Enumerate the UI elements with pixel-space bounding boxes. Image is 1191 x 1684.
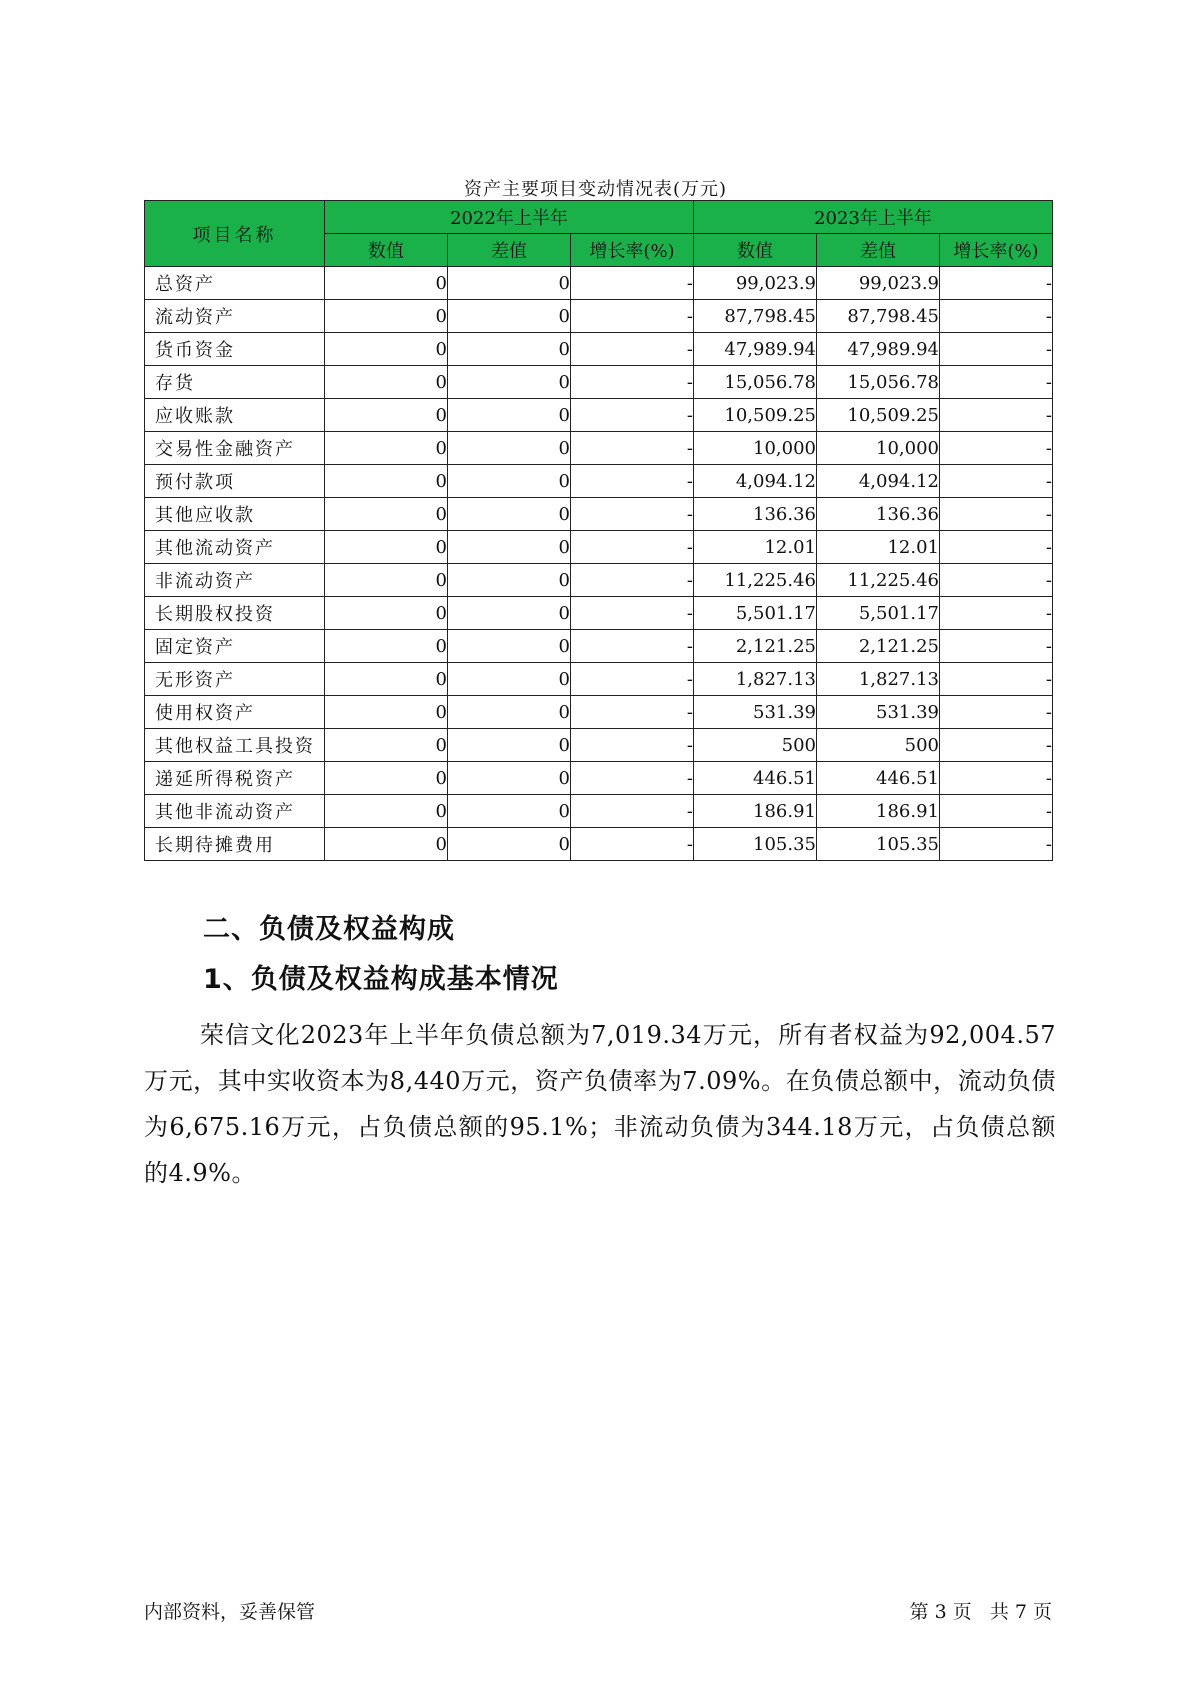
cell-diff-2022: 0	[448, 828, 571, 861]
table-row	[145, 432, 1053, 465]
table-row	[145, 762, 1053, 795]
header-growth-2023: 增长率(%)	[940, 234, 1053, 267]
cell-value-2023: 1,827.13	[694, 663, 817, 696]
table-row	[145, 333, 1053, 366]
cell-growth-2023: -	[940, 498, 1053, 531]
cell-growth-2022: -	[571, 630, 694, 663]
cell-value-2022: 0	[325, 828, 448, 861]
cell-growth-2023: -	[940, 696, 1053, 729]
cell-diff-2023: 105.35	[817, 828, 940, 861]
table-row	[145, 729, 1053, 762]
cell-value-2023: 12.01	[694, 531, 817, 564]
cell-growth-2022: -	[571, 762, 694, 795]
cell-diff-2023: 4,094.12	[817, 465, 940, 498]
cell-diff-2022: 0	[448, 696, 571, 729]
cell-row-name: 应收账款	[145, 399, 325, 432]
cell-growth-2023: -	[940, 729, 1053, 762]
cell-row-name: 固定资产	[145, 630, 325, 663]
table-row	[145, 696, 1053, 729]
cell-row-name: 其他非流动资产	[145, 795, 325, 828]
cell-row-name: 其他权益工具投资	[145, 729, 325, 762]
table-row	[145, 663, 1053, 696]
cell-diff-2023: 11,225.46	[817, 564, 940, 597]
table-row	[145, 531, 1053, 564]
cell-value-2023: 2,121.25	[694, 630, 817, 663]
cell-row-name: 非流动资产	[145, 564, 325, 597]
cell-row-name: 其他流动资产	[145, 531, 325, 564]
header-diff-2022: 差值	[448, 234, 571, 267]
table-row	[145, 564, 1053, 597]
table-caption: 资产主要项目变动情况表(万元)	[463, 179, 728, 200]
cell-value-2022: 0	[325, 432, 448, 465]
cell-value-2022: 0	[325, 267, 448, 300]
cell-row-name: 总资产	[145, 267, 325, 300]
cell-value-2022: 0	[325, 333, 448, 366]
cell-diff-2022: 0	[448, 663, 571, 696]
table-row	[145, 828, 1053, 861]
cell-value-2022: 0	[325, 696, 448, 729]
cell-value-2023: 87,798.45	[694, 300, 817, 333]
cell-growth-2022: -	[571, 366, 694, 399]
header-diff-2023: 差值	[817, 234, 940, 267]
cell-diff-2022: 0	[448, 333, 571, 366]
cell-row-name: 存货	[145, 366, 325, 399]
table-row	[145, 465, 1053, 498]
cell-growth-2023: -	[940, 300, 1053, 333]
cell-row-name: 交易性金融资产	[145, 432, 325, 465]
cell-value-2022: 0	[325, 762, 448, 795]
cell-value-2022: 0	[325, 630, 448, 663]
cell-growth-2022: -	[571, 300, 694, 333]
cell-growth-2023: -	[940, 663, 1053, 696]
table-row	[145, 498, 1053, 531]
header-item-name: 项目名称	[145, 201, 325, 267]
cell-growth-2023: -	[940, 795, 1053, 828]
cell-diff-2022: 0	[448, 465, 571, 498]
cell-diff-2023: 15,056.78	[817, 366, 940, 399]
cell-value-2023: 11,225.46	[694, 564, 817, 597]
cell-diff-2022: 0	[448, 795, 571, 828]
cell-growth-2022: -	[571, 795, 694, 828]
table-row	[145, 795, 1053, 828]
cell-growth-2023: -	[940, 399, 1053, 432]
cell-value-2022: 0	[325, 663, 448, 696]
table-row	[145, 366, 1053, 399]
cell-diff-2022: 0	[448, 729, 571, 762]
cell-growth-2023: -	[940, 465, 1053, 498]
section-paragraph: 荣信文化2023年上半年负债总额为7,019.34万元，所有者权益为92,004.57万元，其中实收资本为8,440万元，资产负债率为7.09%。在负债总额中，流动负债为6,675.16万元，占负债总额的95.1%；非流动负债为344.18万元，占负债总额的4.9%。	[144, 1021, 1056, 1187]
cell-row-name: 长期待摊费用	[145, 828, 325, 861]
cell-growth-2023: -	[940, 564, 1053, 597]
table-row	[145, 399, 1053, 432]
cell-row-name: 长期股权投资	[145, 597, 325, 630]
cell-diff-2022: 0	[448, 531, 571, 564]
cell-value-2023: 186.91	[694, 795, 817, 828]
cell-diff-2023: 2,121.25	[817, 630, 940, 663]
cell-diff-2022: 0	[448, 762, 571, 795]
cell-diff-2023: 500	[817, 729, 940, 762]
cell-diff-2022: 0	[448, 432, 571, 465]
section-subheading: 1、负债及权益构成基本情况	[203, 964, 559, 995]
cell-value-2023: 136.36	[694, 498, 817, 531]
cell-row-name: 递延所得税资产	[145, 762, 325, 795]
cell-growth-2023: -	[940, 762, 1053, 795]
cell-value-2022: 0	[325, 300, 448, 333]
cell-diff-2022: 0	[448, 498, 571, 531]
table-row	[145, 597, 1053, 630]
cell-diff-2023: 99,023.9	[817, 267, 940, 300]
cell-value-2022: 0	[325, 795, 448, 828]
cell-diff-2022: 0	[448, 267, 571, 300]
cell-growth-2023: -	[940, 597, 1053, 630]
cell-value-2023: 5,501.17	[694, 597, 817, 630]
cell-diff-2023: 186.91	[817, 795, 940, 828]
cell-growth-2022: -	[571, 564, 694, 597]
cell-growth-2023: -	[940, 828, 1053, 861]
cell-diff-2022: 0	[448, 564, 571, 597]
header-period-2023: 2023年上半年	[694, 201, 1053, 234]
cell-value-2023: 531.39	[694, 696, 817, 729]
header-period-2022: 2022年上半年	[325, 201, 694, 234]
cell-growth-2023: -	[940, 267, 1053, 300]
cell-diff-2023: 136.36	[817, 498, 940, 531]
cell-diff-2023: 10,000	[817, 432, 940, 465]
cell-value-2022: 0	[325, 465, 448, 498]
cell-growth-2023: -	[940, 531, 1053, 564]
cell-value-2022: 0	[325, 531, 448, 564]
cell-growth-2022: -	[571, 663, 694, 696]
cell-value-2023: 99,023.9	[694, 267, 817, 300]
cell-growth-2022: -	[571, 498, 694, 531]
cell-value-2023: 10,000	[694, 432, 817, 465]
cell-value-2023: 10,509.25	[694, 399, 817, 432]
cell-growth-2022: -	[571, 267, 694, 300]
cell-growth-2022: -	[571, 531, 694, 564]
table-row	[145, 267, 1053, 300]
cell-value-2022: 0	[325, 564, 448, 597]
cell-value-2023: 446.51	[694, 762, 817, 795]
cell-value-2023: 4,094.12	[694, 465, 817, 498]
cell-diff-2023: 87,798.45	[817, 300, 940, 333]
cell-diff-2022: 0	[448, 366, 571, 399]
header-growth-2022: 增长率(%)	[571, 234, 694, 267]
cell-growth-2022: -	[571, 696, 694, 729]
cell-diff-2023: 5,501.17	[817, 597, 940, 630]
cell-growth-2022: -	[571, 333, 694, 366]
cell-growth-2022: -	[571, 432, 694, 465]
cell-growth-2022: -	[571, 597, 694, 630]
cell-value-2022: 0	[325, 366, 448, 399]
footer-confidential-note: 内部资料，妥善保管	[144, 1601, 316, 1623]
cell-diff-2023: 446.51	[817, 762, 940, 795]
cell-value-2023: 47,989.94	[694, 333, 817, 366]
cell-growth-2023: -	[940, 630, 1053, 663]
cell-growth-2023: -	[940, 432, 1053, 465]
header-value-2022: 数值	[325, 234, 448, 267]
cell-row-name: 其他应收款	[145, 498, 325, 531]
cell-growth-2022: -	[571, 828, 694, 861]
cell-value-2022: 0	[325, 399, 448, 432]
cell-value-2023: 15,056.78	[694, 366, 817, 399]
cell-diff-2022: 0	[448, 630, 571, 663]
cell-diff-2022: 0	[448, 399, 571, 432]
cell-value-2023: 500	[694, 729, 817, 762]
section-heading: 二、负债及权益构成	[203, 914, 455, 945]
cell-value-2022: 0	[325, 498, 448, 531]
cell-growth-2022: -	[571, 465, 694, 498]
table-row	[145, 300, 1053, 333]
cell-diff-2023: 531.39	[817, 696, 940, 729]
cell-row-name: 货币资金	[145, 333, 325, 366]
table-body	[145, 267, 1053, 861]
cell-growth-2023: -	[940, 333, 1053, 366]
cell-diff-2023: 12.01	[817, 531, 940, 564]
cell-diff-2022: 0	[448, 300, 571, 333]
footer-page-number: 第 3 页 共 7 页	[909, 1601, 1052, 1623]
cell-growth-2022: -	[571, 399, 694, 432]
cell-diff-2022: 0	[448, 597, 571, 630]
cell-growth-2023: -	[940, 366, 1053, 399]
asset-change-table	[144, 200, 1053, 861]
cell-diff-2023: 10,509.25	[817, 399, 940, 432]
header-value-2023: 数值	[694, 234, 817, 267]
cell-value-2022: 0	[325, 729, 448, 762]
cell-row-name: 使用权资产	[145, 696, 325, 729]
cell-value-2022: 0	[325, 597, 448, 630]
table-row	[145, 630, 1053, 663]
cell-row-name: 无形资产	[145, 663, 325, 696]
cell-value-2023: 105.35	[694, 828, 817, 861]
cell-diff-2023: 47,989.94	[817, 333, 940, 366]
cell-growth-2022: -	[571, 729, 694, 762]
cell-row-name: 流动资产	[145, 300, 325, 333]
cell-diff-2023: 1,827.13	[817, 663, 940, 696]
cell-row-name: 预付款项	[145, 465, 325, 498]
